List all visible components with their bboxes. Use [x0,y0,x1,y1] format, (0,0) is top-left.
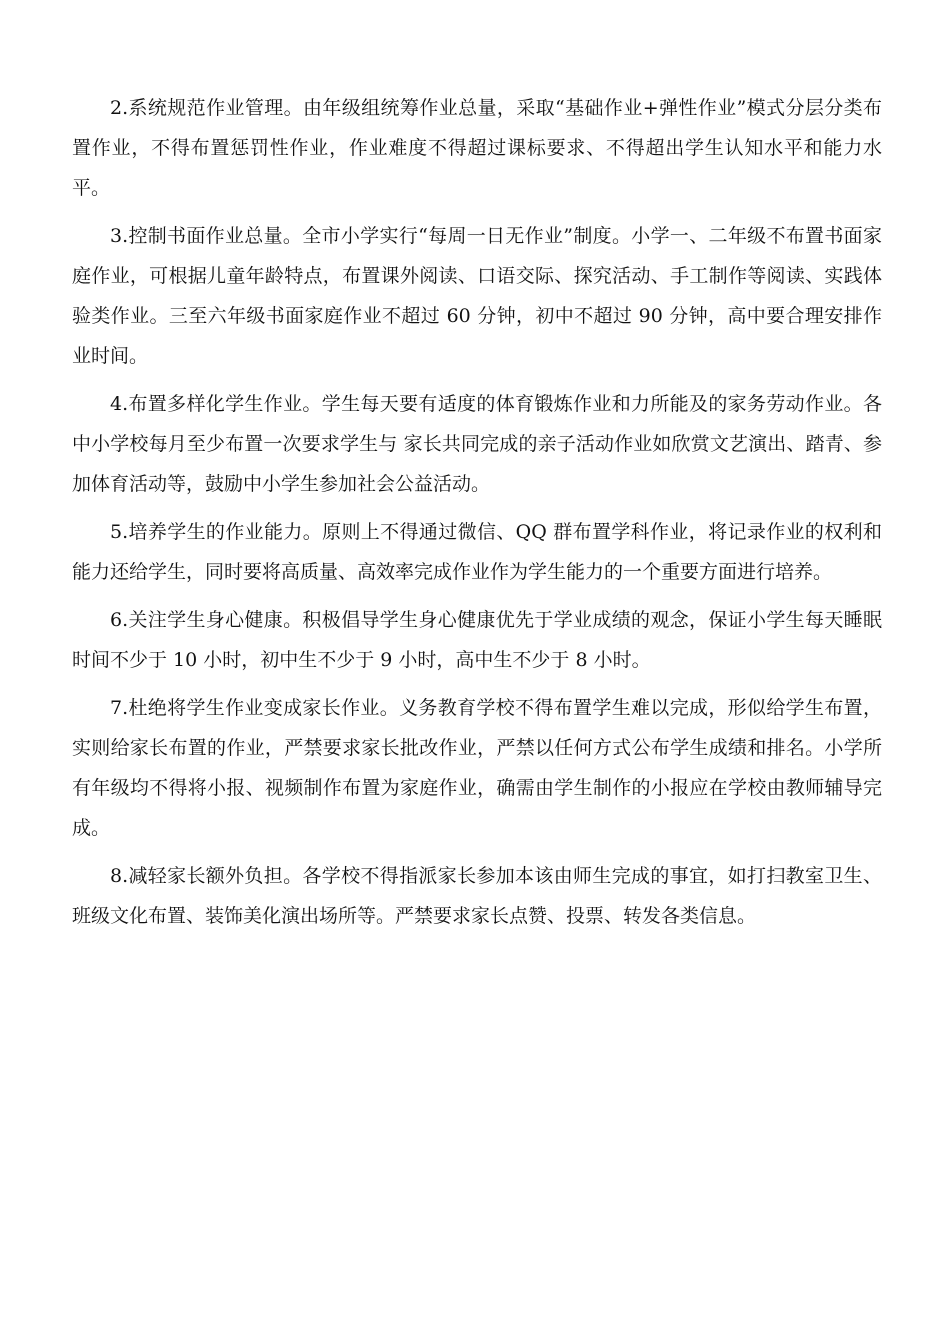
paragraph-item-6: 6.关注学生身心健康。积极倡导学生身心健康优先于学业成绩的观念，保证小学生每天睡眠时间不少于 10 小时，初中生不少于 9 小时，高中生不少于 8 小时。 [72,609,882,671]
paragraph-item-3: 3.控制书面作业总量。全市小学实行“每周一日无作业”制度。小学一、二年级不布置书面家庭作业，可根据儿童年龄特点，布置课外阅读、口语交际、探究活动、手工制作等阅读、实践体验类作业。三至六年级书面家庭作业不超过 60 分钟，初中不超过 90 分钟，高中要合理安排作业时间。 [72,225,882,367]
paragraph-item-5: 5.培养学生的作业能力。原则上不得通过微信、QQ 群布置学科作业，将记录作业的权利和能力还给学生，同时要将高质量、高效率完成作业作为学生能力的一个重要方面进行培养。 [72,521,882,583]
paragraph-item-8: 8.减轻家长额外负担。各学校不得指派家长参加本该由师生完成的事宜，如打扫教室卫生、班级文化布置、装饰美化演出场所等。严禁要求家长点赞、投票、转发各类信息。 [72,865,882,927]
paragraph-item-7: 7.杜绝将学生作业变成家长作业。义务教育学校不得布置学生难以完成，形似给学生布置，实则给家长布置的作业，严禁要求家长批改作业，严禁以任何方式公布学生成绩和排名。小学所有年级均不得将小报、视频制作布置为家庭作业，确需由学生制作的小报应在学校由教师辅导完成。 [72,697,882,839]
paragraph-item-2: 2.系统规范作业管理。由年级组统筹作业总量，采取“基础作业+弹性作业”模式分层分类布置作业，不得布置惩罚性作业，作业难度不得超过课标要求、不得超出学生认知水平和能力水平。 [72,97,882,199]
paragraph-item-4: 4.布置多样化学生作业。学生每天要有适度的体育锻炼作业和力所能及的家务劳动作业。各中小学校每月至少布置一次要求学生与 家长共同完成的亲子活动作业如欣赏文艺演出、踏青、参加体育活动等，鼓励中小学生参加社会公益活动。 [72,393,882,495]
document-body [72,88,882,944]
